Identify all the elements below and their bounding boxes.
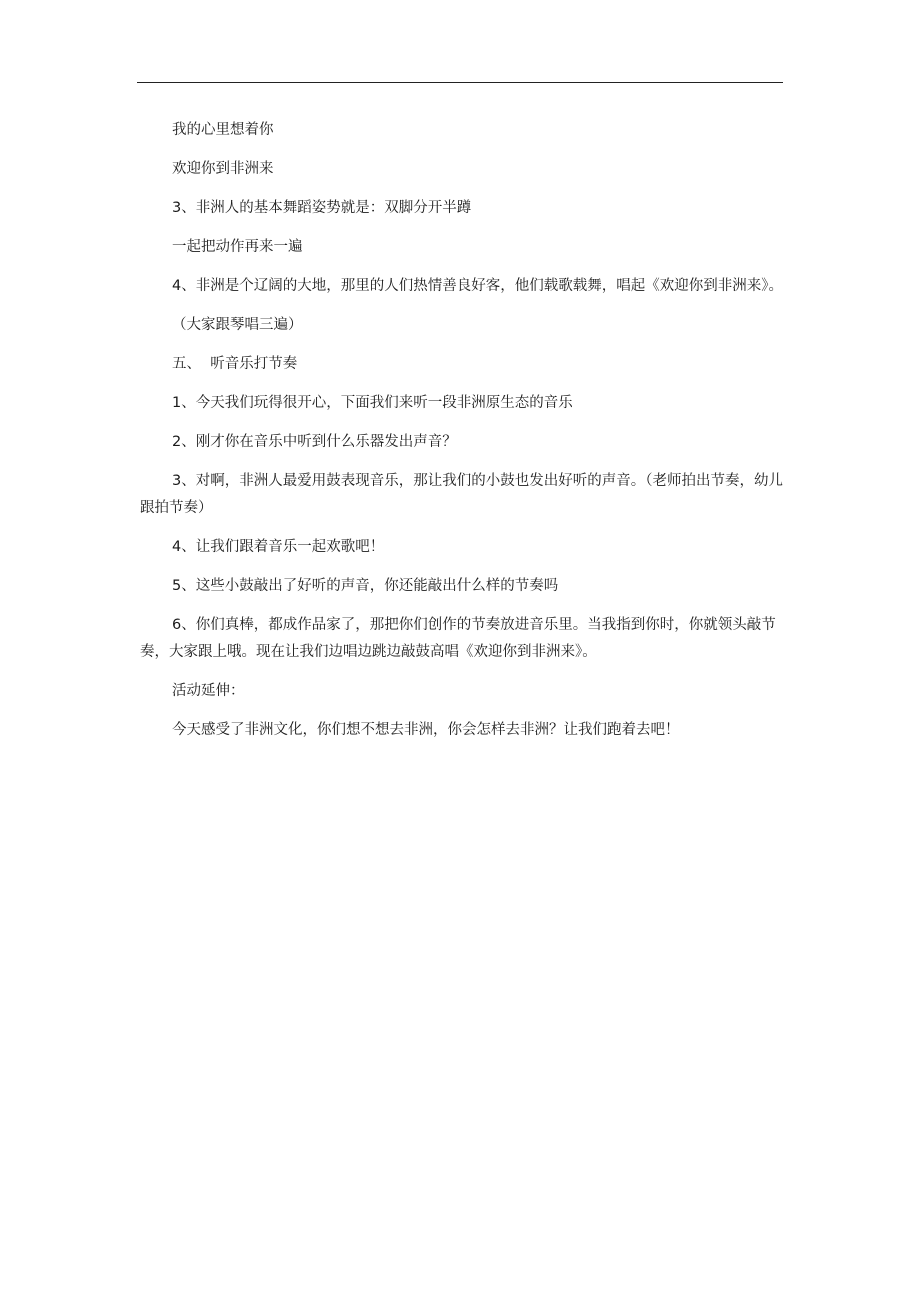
paragraph-10: 4、让我们跟着音乐一起欢歌吧！: [172, 539, 385, 555]
header-rule: [137, 82, 783, 83]
extension-heading: 活动延伸：: [172, 683, 245, 699]
paragraph-5: 4、非洲是个辽阔的大地，那里的人们热情善良好客，他们载歌载舞，唱起《欢迎你到非洲来》。: [172, 278, 783, 294]
paragraph-9: 3、对啊，非洲人最爱用鼓表现音乐，那让我们的小鼓也发出好听的声音。（老师拍出节奏，幼儿跟拍节奏）: [140, 473, 783, 516]
section-heading-5: 五、 听音乐打节奏: [172, 356, 298, 372]
paragraph-12: 6、你们真棒，都成作品家了，那把你们创作的节奏放进音乐里。当我指到你时，你就领头敲节奏，大家跟上哦。现在让我们边唱边跳边敲鼓高唱《欢迎你到非洲来》。: [140, 617, 776, 660]
paragraph-7: 1、今天我们玩得很开心，下面我们来听一段非洲原生态的音乐: [172, 395, 573, 411]
paragraph-8: 2、刚才你在音乐中听到什么乐器发出声音？: [172, 434, 457, 450]
paragraph-2: 欢迎你到非洲来: [172, 161, 274, 177]
paragraph-11: 5、这些小鼓敲出了好听的声音，你还能敲出什么样的节奏吗: [172, 578, 559, 594]
paragraph-6: （大家跟琴唱三遍）: [172, 317, 303, 333]
document-body: [140, 117, 786, 756]
paragraph-3: 3、非洲人的基本舞蹈姿势就是：双脚分开半蹲: [172, 200, 472, 216]
paragraph-4: 一起把动作再来一遍: [172, 239, 303, 255]
paragraph-1: 我的心里想着你: [172, 122, 274, 138]
paragraph-13: 今天感受了非洲文化，你们想不想去非洲，你会怎样去非洲？让我们跑着去吧！: [172, 722, 680, 738]
